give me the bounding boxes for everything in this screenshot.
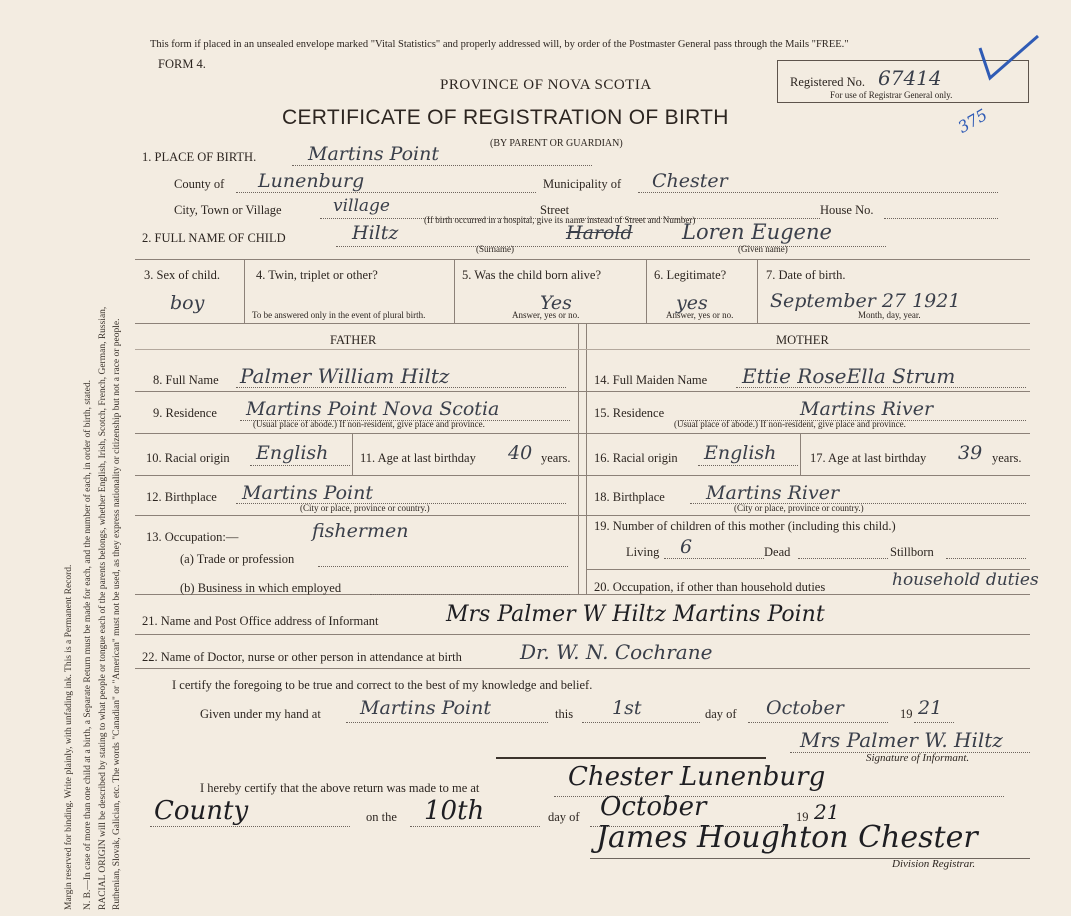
check-mark-icon [940,28,1050,138]
given-this-label: this [555,707,574,721]
informant-signature-caption: Signature of Informant. [866,752,970,764]
dob-label: 7. Date of birth. [766,268,846,282]
doctor-value: Dr. W. N. Cochrane [520,640,713,664]
margin-note-binding: Margin reserved for binding. Write plainly, with unfading ink. This is a Permanent Record. [64,564,74,910]
given-year-value: 21 [918,697,943,719]
registrar-certify: I hereby certify that the above return was made to me at [200,781,480,795]
sex-value: boy [170,292,205,314]
mother-birthplace-label: 18. Birthplace [594,490,665,504]
mother-residence-label: 15. Residence [594,406,665,420]
margin-note-nb: N. B.—In case of more than one child at a birth, a Separate Return must be made for each, and the number of each, in order of birth, stated. [83,380,93,910]
county-value: Lunenburg [258,170,365,192]
svg-text:375: 375 [954,105,991,137]
alive-label: 5. Was the child born alive? [462,268,602,282]
alive-note: Answer, yes or no. [512,310,580,320]
informant-signature: Mrs Palmer W. Hiltz [800,728,1003,752]
house-label: House No. [820,203,874,217]
certificate-title: CERTIFICATE OF REGISTRATION OF BIRTH [282,106,729,129]
mother-residence-value: Martins River [800,398,934,420]
registrar-caption: Division Registrar. [892,858,976,870]
child-given-name: Loren Eugene [682,220,832,244]
father-residence-value: Martins Point Nova Scotia [246,398,500,420]
father-racial-value: English [256,442,329,464]
mother-name-value: Ettie RoseElla Strum [742,364,956,388]
father-heading: FATHER [330,333,377,347]
mother-heading: MOTHER [776,333,829,347]
hospital-note: (If birth occurred in a hospital, give its name instead of Street and Number) [424,215,696,225]
given-under-label: Given under my hand at [200,707,321,721]
father-name-value: Palmer William Hiltz [240,364,450,388]
postal-notice: This form if placed in an unsealed envelope marked "Vital Statistics" and properly addressed will, by order of the Postmaster General pass through the Mails "FREE." [150,39,849,50]
mother-years-label: years. [992,451,1022,465]
registrar-on-label: on the [366,810,397,824]
given-caption: (Given name) [738,244,788,254]
informant-label: 21. Name and Post Office address of Informant [142,614,379,628]
registrar-day-label: day of [548,810,580,824]
legitimate-label: 6. Legitimate? [654,268,727,282]
mother-name-label: 14. Full Maiden Name [594,373,708,387]
province-heading: PROVINCE OF NOVA SCOTIA [440,77,652,93]
father-age-label: 11. Age at last birthday [360,451,476,465]
margin-note-racial: RACIAL ORIGIN will be described by stating to what people or tongue each of the parents belongs, whether English, Irish, Scotch, French, German, Russian, [98,306,108,910]
county-label: County of [174,177,225,191]
certificate-subtitle: (BY PARENT OR GUARDIAN) [490,138,623,149]
legitimate-note: Answer, yes or no. [666,310,734,320]
informant-value: Mrs Palmer W Hiltz Martins Point [446,602,825,627]
dead-label: Dead [764,545,791,559]
father-birthplace-note: (City or place, province or country.) [300,503,430,513]
dob-note: Month, day, year. [858,310,921,320]
mother-age-value: 39 [958,442,983,464]
street-label: Street [540,203,570,217]
surname-caption: (Surname) [476,244,514,254]
registrar-place-value: Chester Lunenburg [568,762,826,792]
given-year-prefix: 19 [900,707,913,721]
children-count-label: 19. Number of children of this mother (including this child.) [594,519,896,533]
form-number: FORM 4. [158,57,206,71]
doctor-label: 22. Name of Doctor, nurse or other person in attendance at birth [142,650,462,664]
child-surname: Hiltz [352,222,399,244]
child-name-label: 2. FULL NAME OF CHILD [142,231,286,245]
given-day-label: day of [705,707,737,721]
margin-note-racial-cont: Ruthenian, Slovak, Galician, etc. The words "Canadian" or "American" must not be used, as they express nationality or citizenship but not a race or people. [112,318,122,910]
father-trade-label: (a) Trade or profession [180,552,295,566]
sex-label: 3. Sex of child. [144,268,221,282]
father-residence-label: 9. Residence [153,406,217,420]
father-years-label: years. [541,451,571,465]
registered-label: Registered No. [790,75,865,89]
father-occupation-value: fishermen [312,520,409,542]
mother-birthplace-note: (City or place, province or country.) [734,503,864,513]
registrar-year-value: 21 [814,800,840,824]
mother-age-label: 17. Age at last birthday [810,451,927,465]
given-place-value: Martins Point [360,697,492,719]
city-label: City, Town or Village [174,203,282,217]
given-month-value: October [766,697,844,719]
registrar-county-value: County [154,796,249,826]
alive-value: Yes [540,292,572,314]
place-of-birth-label: 1. PLACE OF BIRTH. [142,150,257,164]
mother-occupation-value: household duties [892,570,1039,590]
mother-racial-label: 16. Racial origin [594,451,678,465]
twin-note: To be answered only in the event of plural birth. [252,310,426,320]
father-business-label: (b) Business in which employed [180,581,342,595]
municipality-value: Chester [652,170,728,192]
father-name-label: 8. Full Name [153,373,219,387]
informant-certify: I certify the foregoing to be true and correct to the best of my knowledge and belief. [172,678,593,692]
living-value: 6 [680,536,693,558]
living-label: Living [626,545,660,559]
father-age-value: 40 [508,442,533,464]
registrar-day-value: 10th [424,796,485,826]
place-of-birth-value: Martins Point [308,143,440,165]
legitimate-value: yes [676,292,708,314]
registrar-month-value: October [600,792,707,822]
municipality-label: Municipality of [543,177,622,191]
registrar-year-prefix: 19 [796,810,809,824]
given-day-value: 1st [612,697,642,719]
father-birthplace-value: Martins Point [242,482,374,504]
registrar-signature: James Houghton Chester [596,820,978,855]
mother-residence-note: (Usual place of abode.) If non-resident, give place and province. [674,419,906,429]
city-value: village [333,196,390,216]
dob-value: September 27 1921 [770,290,961,312]
father-occupation-label: 13. Occupation:— [146,530,239,544]
stillborn-label: Stillborn [890,545,934,559]
registered-number: 67414 [878,66,942,90]
mother-racial-value: English [704,442,777,464]
mother-occupation-label: 20. Occupation, if other than household duties [594,580,826,594]
twin-label: 4. Twin, triplet or other? [256,268,378,282]
father-racial-label: 10. Racial origin [146,451,230,465]
father-residence-note: (Usual place of abode.) If non-resident, give place and province. [253,419,485,429]
mother-birthplace-value: Martins River [706,482,840,504]
child-struck-name: Harold [566,222,633,244]
father-birthplace-label: 12. Birthplace [146,490,217,504]
registrar-note: For use of Registrar General only. [830,90,953,100]
